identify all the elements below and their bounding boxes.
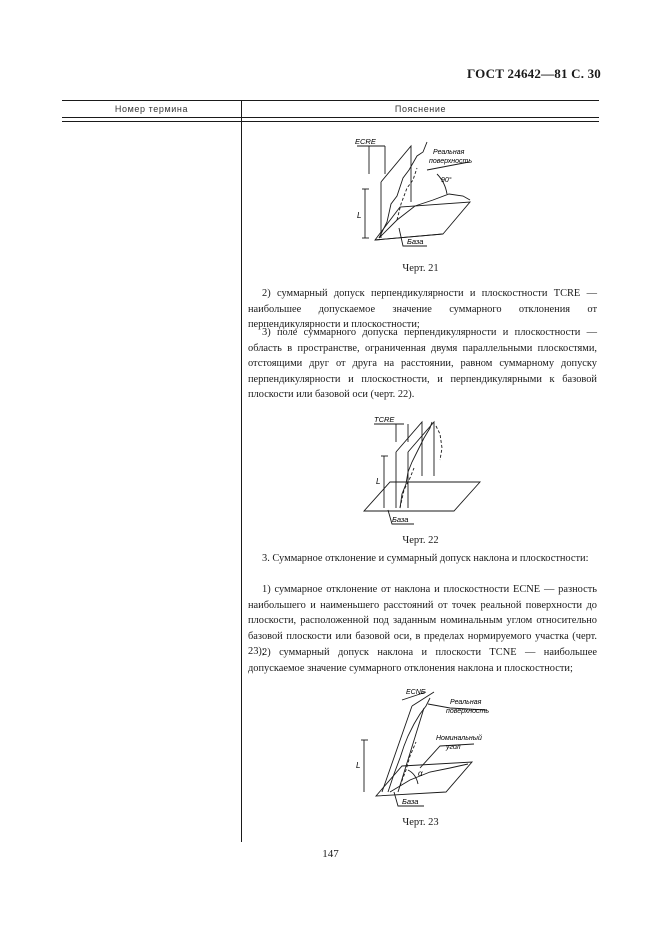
tolerance-label: ECNE <box>406 689 426 696</box>
length-label: L <box>357 211 362 220</box>
nominal-angle-label: Номинальный <box>436 735 482 742</box>
column-separator <box>241 100 242 842</box>
table-header-rule-double <box>62 121 599 122</box>
base-label: База <box>392 515 409 524</box>
figure-23-caption: Черт. 23 <box>402 817 439 828</box>
length-label: L <box>376 477 381 486</box>
tolerance-label: ECRE <box>355 137 376 146</box>
paragraph: 3) поле суммарного допуска перпендикулярности и плоскостности — область в пространстве, ограниченная двумя параллельными плоскостями, отстоящими друг от друга на расстоянии, равном суммарному допуску перпендикулярности и плоскостности, и перпендикулярными к базовой плоскости или базовой оси (черт. 22). <box>248 327 597 401</box>
figure-23 <box>350 688 500 812</box>
angle-label: 90° <box>441 177 452 184</box>
paragraph: 2) суммарный допуск наклона и плоскости TCNE — наибольшее допускаемое значение суммарного отклонения наклона и плоскостности; <box>248 647 597 674</box>
table-header-rule <box>62 117 599 118</box>
nominal-angle-label-2: угол <box>446 744 461 751</box>
tolerance-label: TCRE <box>374 415 395 424</box>
base-label: База <box>402 797 419 806</box>
document-header: ГОСТ 24642—81 С. 30 <box>467 66 601 81</box>
paragraph: 3. Суммарное отклонение и суммарный допуск наклона и плоскостности: <box>262 553 589 564</box>
page-number: 147 <box>322 848 339 860</box>
surface-label-2: поверхность <box>446 708 490 715</box>
column-header-explanation: Пояснение <box>394 104 447 114</box>
surface-label-2: поверхность <box>429 158 473 165</box>
paragraph: 1) суммарное отклонение от наклона и плоскостности ECNE — разность наибольшего и наименьшего расстояний от точек реальной поверхности до плоскости, расположенной под заданным номинальным углом относительно базовой плоскости или базовой оси, в пределах нормируемого участка (черт. 23); <box>248 584 597 658</box>
figure-21-caption: Черт. 21 <box>402 263 439 274</box>
base-label: База <box>407 237 424 246</box>
figure-22 <box>360 414 490 526</box>
surface-label: Реальная <box>433 149 465 156</box>
angle-label: α <box>418 769 423 778</box>
length-label: L <box>356 761 361 770</box>
figure-22-caption: Черт. 22 <box>402 535 439 546</box>
surface-label: Реальная <box>450 699 482 706</box>
column-header-term-number: Номер термина <box>114 104 189 114</box>
table-top-rule <box>62 100 599 101</box>
figure-21 <box>345 134 495 256</box>
paragraph: 2) суммарный допуск перпендикулярности и плоскостности TCRE — наибольшее допускаемое значение суммарного отклонения от перпендикулярности и плоскостности; <box>248 288 597 331</box>
